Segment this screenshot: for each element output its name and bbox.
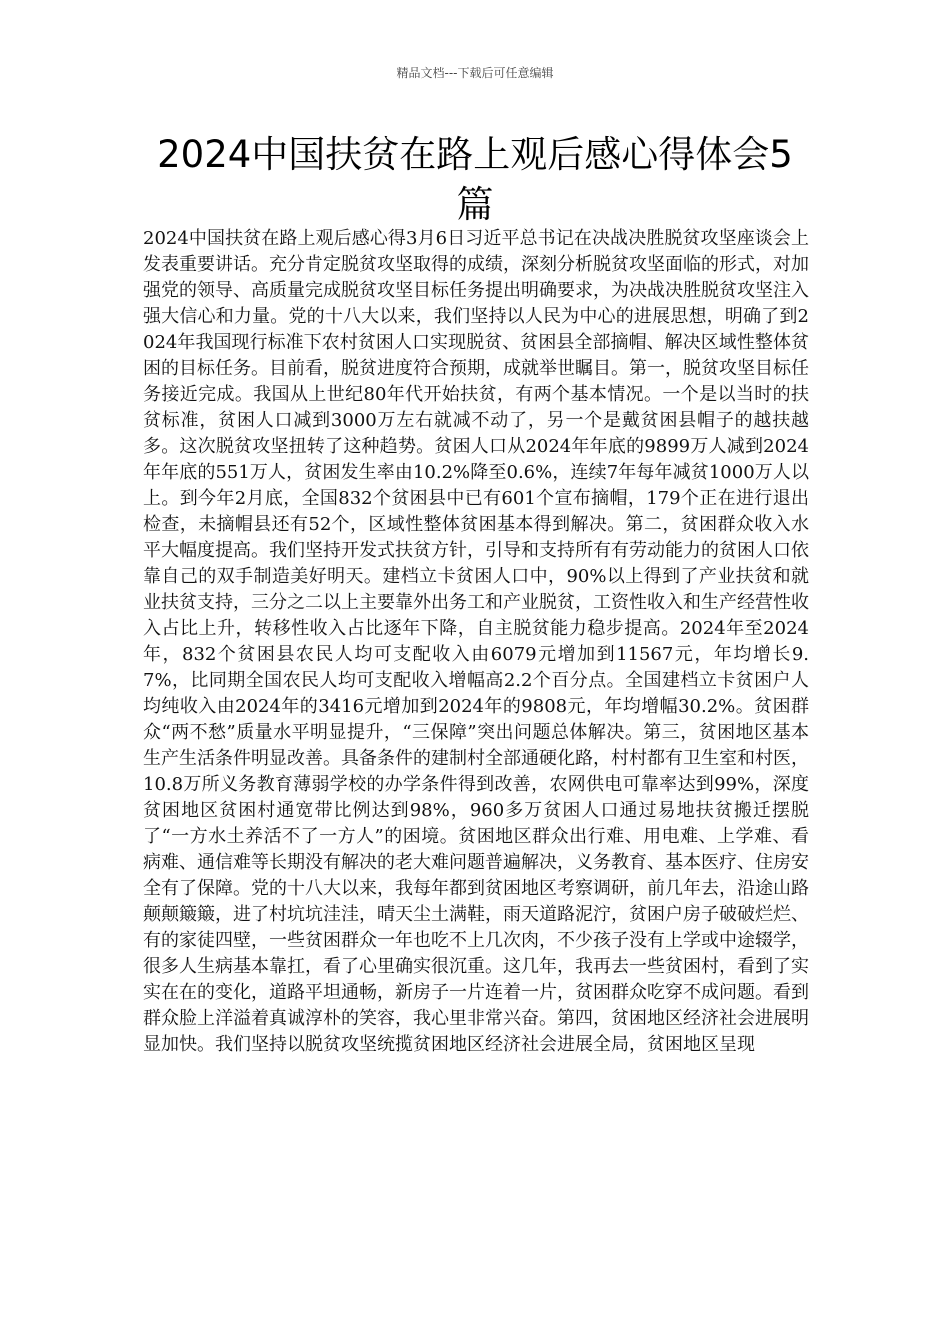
page-header: 精品文档---下载后可任意编辑 (396, 66, 554, 80)
document-body: 2024中国扶贫在路上观后感心得3月6日习近平总书记在决战决胜脱贫攻坚座谈会上发表重要讲话。充分肯定脱贫攻坚取得的成绩，深刻分析脱贫攻坚面临的形式，对加强党的领导、高质量完成脱贫攻坚目标任务提出明确要求，为决战决胜脱贫攻坚注入强大信心和力量。党的十八大以来，我们坚持以人民为中心的进展思想，明确了到2024年我国现行标准下农村贫困人口实现脱贫、贫困县全部摘帽、解决区域性整体贫困的目标任务。目前看，脱贫进度符合预期，成就举世瞩目。第一，脱贫攻坚目标任务接近完成。我国从上世纪80年代开始扶贫，有两个基本情况。一个是以当时的扶贫标准，贫困人口减到3000万左右就减不动了，另一个是戴贫困县帽子的越扶越多。这次脱贫攻坚扭转了这种趋势。贫困人口从2024年年底的9899万人减到2024年年底的551万人，贫困发生率由10.2%降至0.6%，连续7年每年减贫1000万人以上。到今年2月底，全国832个贫困县中已有601个宣布摘帽，179个正在进行退出检查，未摘帽县还有52个，区域性整体贫困基本得到解决。第二，贫困群众收入水平大幅度提高。我们坚持开发式扶贫方针，引导和支持所有有劳动能力的贫困人口依靠自己的双手制造美好明天。建档立卡贫困人口中，90%以上得到了产业扶贫和就业扶贫支持，三分之二以上主要靠外出务工和产业脱贫，工资性收入和生产经营性收入占比上升，转移性收入占比逐年下降，自主脱贫能力稳步提高。2024年至2024年，832个贫困县农民人均可支配收入由6079元增加到11567元，年均增长9.7%，比同期全国农民人均可支配收入增幅高2.2个百分点。全国建档立卡贫困户人均纯收入由2024年的3416元增加到2024年的9808元，年均增幅30.2%。贫困群众“两不愁”质量水平明显提升，“三保障”突出问题总体解决。第三，贫困地区基本生产生活条件明显改善。具备条件的建制村全部通硬化路，村村都有卫生室和村医，10.8万所义务教育薄弱学校的办学条件得到改善，农网供电可靠率达到99%，深度贫困地区贫困村通宽带比例达到98%，960多万贫困人口通过易地扶贫搬迁摆脱了“一方水土养活不了一方人”的困境。贫困地区群众出行难、用电难、上学难、看病难、通信难等长期没有解决的老大难问题普遍解决，义务教育、基本医疗、住房安全有了保障。党的十八大以来，我每年都到贫困地区考察调研，前几年去，沿途山路颠颠簸簸，进了村坑坑洼洼，晴天尘土满鞋，雨天道路泥泞，贫困户房子破破烂烂、有的家徒四壁，一些贫困群众一年也吃不上几次肉，不少孩子没有上学或中途辍学，很多人生病基本靠扛，看了心里确实很沉重。这几年，我再去一些贫困村，看到了实实在在的变化，道路平坦通畅，新房子一片连着一片，贫困群众吃穿不成问题。看到群众脸上洋溢着真诚淳朴的笑容，我心里非常兴奋。第四，贫困地区经济社会进展明显加快。我们坚持以脱贫攻坚统揽贫困地区经济社会进展全局，贫困地区呈现 (143, 228, 809, 1055)
document-title: 2024中国扶贫在路上观后感心得体会5篇 (157, 133, 793, 226)
